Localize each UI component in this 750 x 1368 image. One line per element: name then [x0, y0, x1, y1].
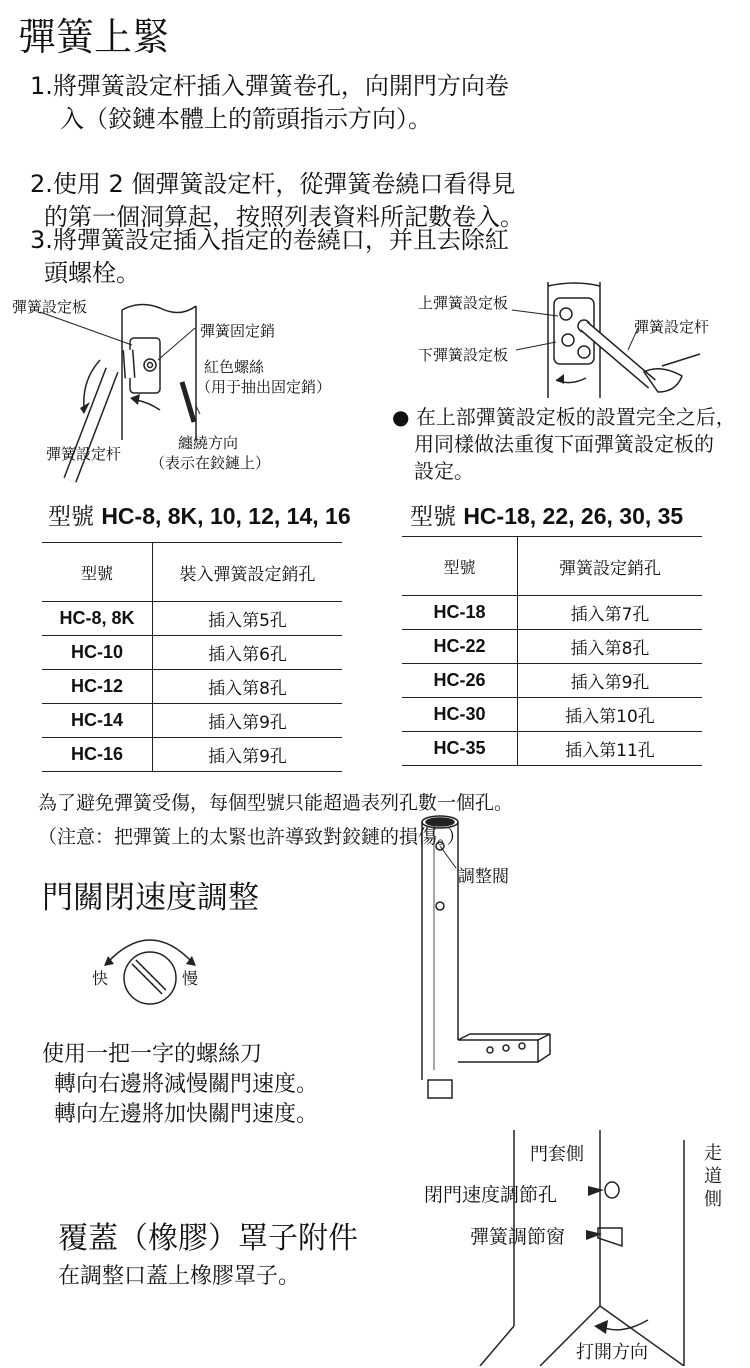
warning-text: 為了避免彈簧受傷，每個型號只能超過表列孔數一個孔。 — [38, 792, 514, 814]
table-cell-hole: 插入第8孔 — [518, 630, 703, 664]
table-row — [42, 602, 342, 636]
table-cell-hole: 插入第9孔 — [153, 704, 343, 738]
table-row — [402, 664, 702, 698]
table-right-header-model: 型號 — [402, 537, 518, 596]
speed-line-3: 轉向左邊將加快關門速度。 — [54, 1102, 319, 1127]
caution-text: （注意：把彈簧上的太緊也許導致對鉸鏈的損傷。） — [38, 826, 466, 848]
label-open-direction: 打開方向 — [576, 1342, 648, 1363]
bullet-dot-icon: ● — [392, 405, 410, 429]
table-cell-hole: 插入第11孔 — [518, 732, 703, 766]
table-right-header-hole: 彈簧設定銷孔 — [518, 537, 703, 596]
table-cell-hole: 插入第8孔 — [153, 670, 343, 704]
table-left-header-row — [42, 543, 342, 602]
label-setting-rod-right: 彈簧設定杆 — [634, 318, 710, 336]
step-2-line-2: 的第一個洞算起，按照列表資料所記數卷入。 — [44, 203, 524, 231]
table-cell-model: HC-12 — [42, 670, 153, 704]
step-1-line-1: 1.將彈簧設定杆插入彈簧卷孔，向開門方向卷 — [30, 72, 509, 100]
label-corridor-2: 道 — [704, 1166, 722, 1187]
label-fixing-pin: 彈簧固定銷 — [200, 322, 276, 340]
label-corridor-1: 走 — [704, 1143, 722, 1164]
step-1-line-2: 入（鉸鏈本體上的箭頭指示方向）。 — [60, 105, 432, 133]
step-1 — [30, 70, 509, 136]
table-right-title — [410, 498, 683, 531]
table-row — [402, 596, 702, 630]
table-cell-hole: 插入第9孔 — [518, 664, 703, 698]
table-cell-model: HC-16 — [42, 738, 153, 772]
table-cell-model: HC-18 — [402, 596, 518, 630]
label-adjust-valve: 調整閥 — [458, 867, 509, 887]
cover-section-title: 覆蓋（橡膠）罩子附件 — [58, 1221, 358, 1256]
table-left-title-prefix: 型號 — [48, 504, 94, 530]
speed-line-1: 使用一把一字的螺絲刀 — [42, 1042, 263, 1067]
label-speed-hole: 閉門速度調節孔 — [424, 1184, 558, 1206]
open-direction-arrow-icon — [594, 1320, 608, 1334]
table-cell-model: HC-8, 8K — [42, 602, 153, 636]
table-right-title-prefix: 型號 — [410, 504, 456, 530]
label-red-screw-note: （用于抽出固定銷） — [196, 378, 332, 396]
table-cell-model: HC-26 — [402, 664, 518, 698]
table-row — [402, 630, 702, 664]
label-wind-direction: 纏繞方向 — [178, 434, 239, 452]
table-right — [402, 536, 702, 766]
table-cell-hole: 插入第6孔 — [153, 636, 343, 670]
label-slow: 慢 — [182, 969, 199, 988]
table-cell-model: HC-30 — [402, 698, 518, 732]
table-left — [42, 542, 342, 772]
label-setting-rod: 彈簧設定杆 — [46, 445, 122, 463]
rotate-arrow-head-icon — [130, 394, 140, 405]
label-upper-plate: 上彈簧設定板 — [418, 294, 509, 312]
bullet-note — [392, 404, 736, 485]
bullet-line-2: 用同樣做法重復下面彈簧設定板的 — [414, 432, 714, 456]
label-red-screw: 紅色螺絲 — [204, 358, 265, 376]
table-cell-hole: 插入第10孔 — [518, 698, 703, 732]
table-cell-model: HC-22 — [402, 630, 518, 664]
table-row — [42, 636, 342, 670]
step-3-line-2: 頭螺栓。 — [44, 259, 140, 287]
table-cell-hole: 插入第7孔 — [518, 596, 703, 630]
table-left-title — [48, 498, 351, 531]
label-lower-plate: 下彈簧設定板 — [418, 346, 509, 364]
table-left-title-models: HC-8, 8K, 10, 12, 14, 16 — [101, 503, 351, 529]
label-wind-direction-note: （表示在鉸鏈上） — [150, 454, 271, 472]
table-row — [42, 738, 342, 772]
table-cell-hole: 插入第5孔 — [153, 602, 343, 636]
table-cell-hole: 插入第9孔 — [153, 738, 343, 772]
page-title: 彈簧上緊 — [18, 15, 171, 59]
speed-instructions — [42, 1040, 318, 1130]
table-cell-model: HC-14 — [42, 704, 153, 738]
label-spring-plate: 彈簧設定板 — [12, 298, 88, 316]
label-corridor-3: 側 — [704, 1189, 722, 1210]
pivot-hinge-diagram — [410, 810, 560, 1100]
speed-section-title: 門關閉速度調整 — [42, 880, 259, 916]
speed-line-2: 轉向右邊將減慢關門速度。 — [54, 1072, 319, 1097]
label-spring-window: 彈簧調節窗 — [470, 1226, 566, 1248]
table-cell-model: HC-35 — [402, 732, 518, 766]
table-right-title-models: HC-18, 22, 26, 30, 35 — [463, 503, 684, 529]
table-right-header-row — [402, 537, 702, 596]
bullet-line-3: 設定。 — [414, 459, 474, 483]
upper-rotate-arrow-icon — [556, 374, 564, 384]
cover-section-desc: 在調整口蓋上橡膠罩子。 — [58, 1264, 301, 1289]
label-fast: 快 — [92, 969, 109, 988]
table-row — [42, 704, 342, 738]
table-row — [42, 670, 342, 704]
table-row — [402, 698, 702, 732]
step-3-line-1: 3.將彈簧設定插入指定的卷繞口，并且去除紅 — [30, 226, 509, 254]
label-frame-side: 門套側 — [530, 1144, 584, 1165]
table-left-header-hole: 裝入彈簧設定銷孔 — [153, 543, 343, 602]
table-row — [402, 732, 702, 766]
step-2-line-1: 2.使用 2 個彈簧設定杆，從彈簧卷繞口看得見 — [30, 170, 516, 198]
speed-hole-pointer-icon — [588, 1186, 604, 1196]
table-left-header-model: 型號 — [42, 543, 153, 602]
table-cell-model: HC-10 — [42, 636, 153, 670]
bullet-line-1: 在上部彈簧設定板的設置完全之后， — [415, 405, 736, 429]
label-corridor-side — [704, 1142, 722, 1211]
